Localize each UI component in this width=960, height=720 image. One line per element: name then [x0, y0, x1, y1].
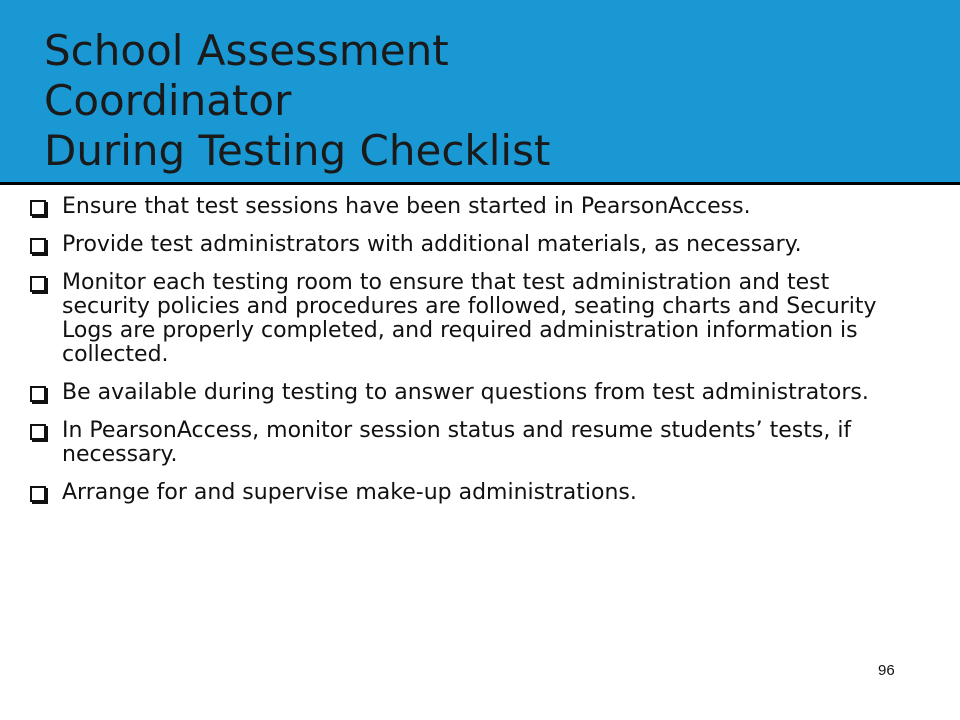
checklist-item-text: Provide test administrators with additional materials, as necessary. — [62, 232, 802, 257]
checklist-item-text: In PearsonAccess, monitor session status and resume students’ tests, if necessary. — [62, 418, 852, 467]
title-line-1: School Assessment — [44, 26, 449, 75]
checklist-item-text: Ensure that test sessions have been started in PearsonAccess. — [62, 194, 751, 219]
title-bar — [0, 0, 960, 185]
page-title — [44, 26, 550, 176]
checklist — [24, 195, 924, 519]
checkbox-icon — [30, 386, 46, 402]
checklist-item — [24, 195, 924, 219]
checklist-item — [24, 271, 924, 367]
checklist-item — [24, 419, 924, 467]
title-line-3: During Testing Checklist — [44, 126, 551, 175]
checklist-item-text: Monitor each testing room to ensure that test administration and test security policies and procedures are followed, seating charts and Security Logs are properly completed, and required administration information is collected. — [62, 270, 877, 367]
checkbox-icon — [30, 276, 46, 292]
checklist-item — [24, 233, 924, 257]
page-number: 96 — [878, 662, 895, 679]
checklist-item — [24, 481, 924, 505]
title-line-2: Coordinator — [44, 76, 292, 125]
checklist-item-text: Be available during testing to answer questions from test administrators. — [62, 380, 869, 405]
checklist-item-text: Arrange for and supervise make-up administrations. — [62, 480, 637, 505]
checkbox-icon — [30, 200, 46, 216]
checkbox-icon — [30, 424, 46, 440]
checkbox-icon — [30, 486, 46, 502]
checklist-item — [24, 381, 924, 405]
checkbox-icon — [30, 238, 46, 254]
